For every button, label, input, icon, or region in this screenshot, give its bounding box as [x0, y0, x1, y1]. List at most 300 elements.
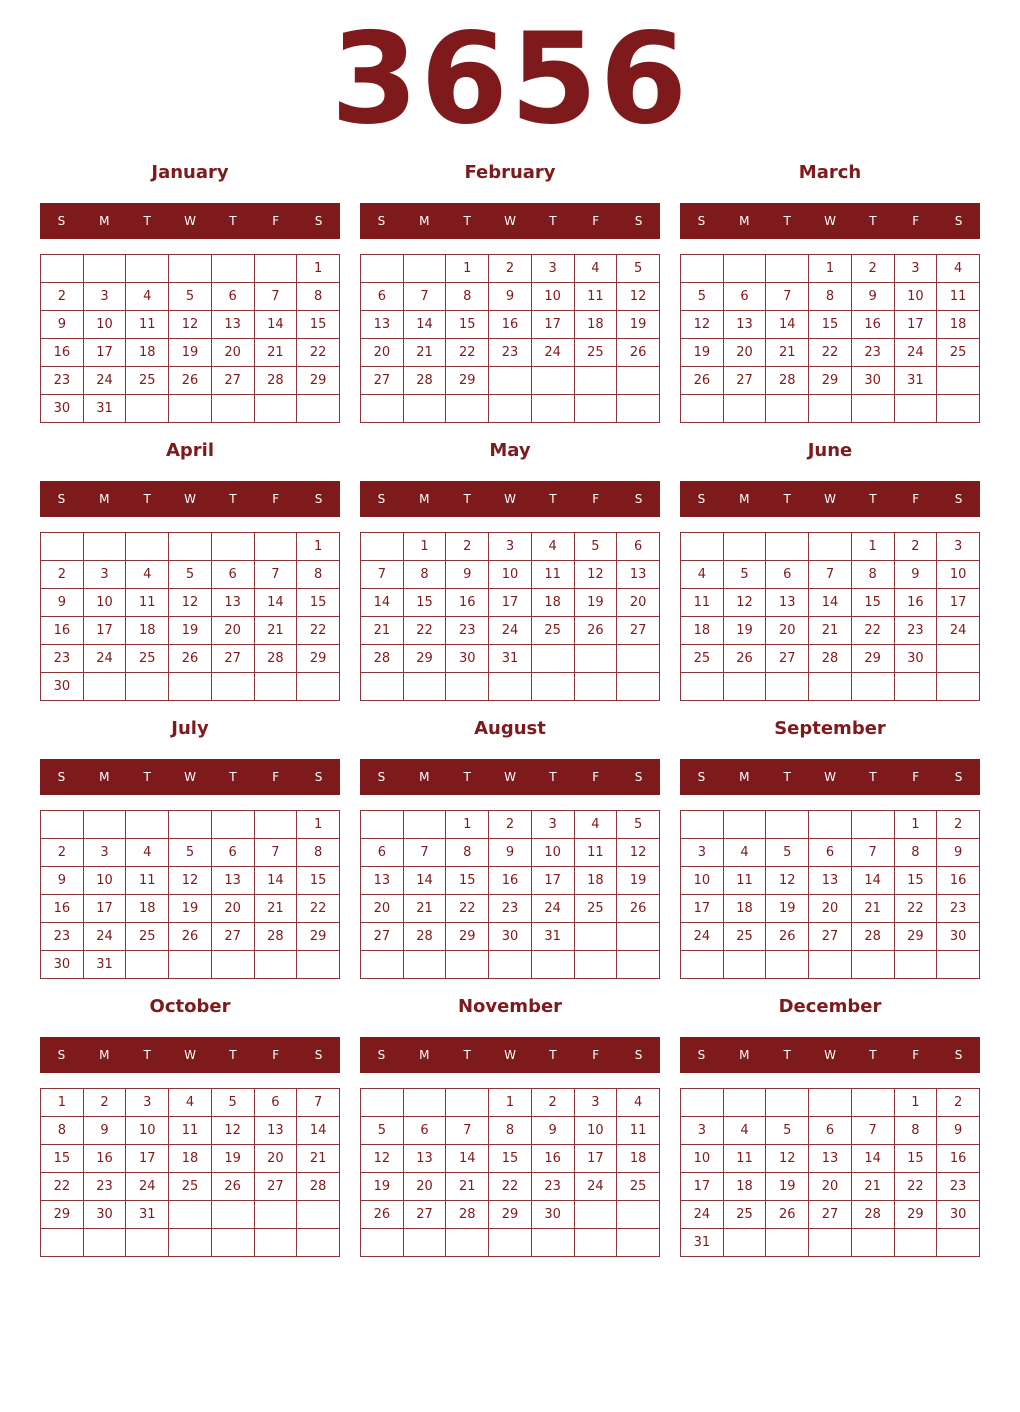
day-cell: 12 [617, 839, 660, 867]
day-cell: 17 [681, 1173, 724, 1201]
empty-day-cell [254, 1201, 297, 1229]
empty-day-cell [403, 1229, 446, 1257]
weekday-label: T [229, 770, 237, 784]
empty-day-cell [41, 811, 84, 839]
day-cell: 13 [617, 561, 660, 589]
day-cell: 7 [297, 1089, 340, 1117]
weekday-label: S [57, 770, 66, 784]
week-row [41, 533, 340, 561]
day-cell: 23 [489, 339, 532, 367]
month-name: November [457, 996, 563, 1017]
day-cell: 27 [403, 1201, 446, 1229]
empty-day-cell [937, 395, 980, 423]
empty-day-cell [574, 367, 617, 395]
month-april [40, 440, 340, 694]
day-cell: 23 [489, 895, 532, 923]
day-cell: 18 [126, 617, 169, 645]
day-cell: 30 [41, 395, 84, 423]
day-cell: 12 [211, 1117, 254, 1145]
day-cell: 7 [851, 839, 894, 867]
day-cell: 4 [681, 561, 724, 589]
week-row [361, 951, 660, 979]
empty-day-cell [809, 395, 852, 423]
week-row [681, 589, 980, 617]
month-name: January [151, 162, 229, 183]
weekday-label: S [634, 492, 643, 506]
week-row [681, 395, 980, 423]
week-row [361, 1145, 660, 1173]
day-cell: 8 [851, 561, 894, 589]
week-row [41, 645, 340, 673]
empty-day-cell [894, 1229, 937, 1257]
weekday-label: M [419, 1048, 430, 1062]
day-cell: 2 [446, 533, 489, 561]
empty-day-cell [574, 395, 617, 423]
day-cell: 18 [169, 1145, 212, 1173]
week-row [361, 895, 660, 923]
empty-day-cell [937, 673, 980, 701]
week-row [681, 311, 980, 339]
empty-day-cell [574, 923, 617, 951]
empty-day-cell [937, 367, 980, 395]
day-cell: 16 [489, 311, 532, 339]
day-cell: 18 [574, 867, 617, 895]
weekday-label: W [184, 492, 196, 506]
day-cell: 15 [297, 589, 340, 617]
day-cell: 10 [531, 839, 574, 867]
empty-day-cell [361, 1229, 404, 1257]
day-cell: 15 [809, 311, 852, 339]
empty-day-cell [851, 395, 894, 423]
day-cell: 18 [681, 617, 724, 645]
day-cell: 9 [446, 561, 489, 589]
day-cell: 1 [894, 1089, 937, 1117]
week-row [41, 951, 340, 979]
day-cell: 9 [41, 867, 84, 895]
day-cell: 22 [297, 895, 340, 923]
week-row [681, 255, 980, 283]
day-cell: 1 [297, 533, 340, 561]
day-cell: 3 [83, 561, 126, 589]
day-cell: 5 [766, 839, 809, 867]
weekday-label: M [99, 770, 110, 784]
day-cell: 6 [254, 1089, 297, 1117]
day-cell: 3 [489, 533, 532, 561]
day-cell: 30 [851, 367, 894, 395]
day-cell: 21 [766, 339, 809, 367]
week-row [681, 1173, 980, 1201]
day-cell: 24 [894, 339, 937, 367]
day-cell: 29 [446, 367, 489, 395]
day-cell: 30 [446, 645, 489, 673]
day-cell: 29 [894, 1201, 937, 1229]
empty-day-cell [766, 1089, 809, 1117]
day-cell: 11 [723, 867, 766, 895]
day-cell: 7 [403, 839, 446, 867]
empty-day-cell [169, 395, 212, 423]
day-cell: 5 [574, 533, 617, 561]
empty-day-cell [297, 1201, 340, 1229]
day-grid [40, 254, 340, 423]
day-cell: 29 [489, 1201, 532, 1229]
week-row [681, 617, 980, 645]
empty-day-cell [126, 533, 169, 561]
day-cell: 2 [83, 1089, 126, 1117]
day-cell: 11 [574, 283, 617, 311]
week-row [361, 923, 660, 951]
day-cell: 10 [83, 311, 126, 339]
weekday-label: W [824, 1048, 836, 1062]
day-cell: 8 [894, 1117, 937, 1145]
day-cell: 21 [297, 1145, 340, 1173]
empty-day-cell [254, 533, 297, 561]
day-grid [360, 810, 660, 979]
day-cell: 1 [41, 1089, 84, 1117]
day-cell: 14 [446, 1145, 489, 1173]
day-cell: 15 [41, 1145, 84, 1173]
day-cell: 10 [531, 283, 574, 311]
day-cell: 15 [297, 867, 340, 895]
day-cell: 22 [41, 1173, 84, 1201]
empty-day-cell [254, 255, 297, 283]
day-cell: 23 [83, 1173, 126, 1201]
weekday-header [40, 481, 340, 517]
day-cell: 19 [169, 617, 212, 645]
day-cell: 26 [617, 339, 660, 367]
day-cell: 19 [766, 1173, 809, 1201]
day-cell: 6 [809, 839, 852, 867]
empty-day-cell [723, 395, 766, 423]
day-cell: 1 [894, 811, 937, 839]
day-cell: 23 [41, 367, 84, 395]
empty-day-cell [126, 811, 169, 839]
weekday-label: W [504, 770, 516, 784]
day-grid [360, 254, 660, 423]
week-row [41, 1145, 340, 1173]
weekday-label: T [143, 770, 151, 784]
day-cell: 17 [83, 339, 126, 367]
day-cell: 3 [574, 1089, 617, 1117]
day-cell: 30 [531, 1201, 574, 1229]
day-cell: 6 [809, 1117, 852, 1145]
day-cell: 20 [723, 339, 766, 367]
empty-day-cell [254, 1229, 297, 1257]
day-cell: 7 [254, 283, 297, 311]
day-cell: 3 [894, 255, 937, 283]
day-cell: 10 [681, 867, 724, 895]
empty-day-cell [83, 673, 126, 701]
empty-day-cell [723, 533, 766, 561]
day-cell: 2 [41, 283, 84, 311]
day-cell: 13 [254, 1117, 297, 1145]
day-cell: 5 [766, 1117, 809, 1145]
day-cell: 19 [169, 339, 212, 367]
day-grid [40, 1088, 340, 1257]
weekday-label: T [463, 492, 471, 506]
day-cell: 31 [126, 1201, 169, 1229]
week-row [361, 645, 660, 673]
weekday-label: T [869, 1048, 877, 1062]
day-cell: 22 [809, 339, 852, 367]
weekday-label: T [463, 770, 471, 784]
weekday-label: F [272, 1048, 280, 1062]
weekday-label: T [143, 1048, 151, 1062]
day-cell: 27 [361, 923, 404, 951]
empty-day-cell [766, 951, 809, 979]
day-cell: 12 [169, 589, 212, 617]
day-cell: 30 [937, 923, 980, 951]
day-cell: 27 [809, 1201, 852, 1229]
day-cell: 20 [809, 1173, 852, 1201]
day-cell: 15 [446, 867, 489, 895]
empty-day-cell [446, 395, 489, 423]
day-cell: 15 [403, 589, 446, 617]
day-cell: 1 [297, 255, 340, 283]
day-cell: 4 [169, 1089, 212, 1117]
day-cell: 4 [126, 283, 169, 311]
weekday-label: T [143, 214, 151, 228]
empty-day-cell [211, 951, 254, 979]
empty-day-cell [681, 673, 724, 701]
day-cell: 5 [169, 283, 212, 311]
empty-day-cell [489, 673, 532, 701]
day-cell: 19 [361, 1173, 404, 1201]
empty-day-cell [489, 395, 532, 423]
day-grid [40, 810, 340, 979]
empty-day-cell [211, 811, 254, 839]
empty-day-cell [211, 533, 254, 561]
day-cell: 1 [489, 1089, 532, 1117]
day-cell: 24 [83, 923, 126, 951]
day-cell: 18 [126, 895, 169, 923]
day-cell: 22 [446, 339, 489, 367]
empty-day-cell [361, 533, 404, 561]
empty-day-cell [169, 1201, 212, 1229]
empty-day-cell [723, 1229, 766, 1257]
empty-day-cell [446, 673, 489, 701]
weekday-header [40, 759, 340, 795]
weekday-label: T [229, 492, 237, 506]
day-cell: 11 [531, 561, 574, 589]
empty-day-cell [361, 395, 404, 423]
day-cell: 28 [403, 923, 446, 951]
empty-day-cell [403, 673, 446, 701]
week-row [361, 1089, 660, 1117]
weekday-label: T [783, 770, 791, 784]
day-cell: 16 [41, 617, 84, 645]
day-cell: 7 [851, 1117, 894, 1145]
empty-day-cell [766, 673, 809, 701]
empty-day-cell [531, 395, 574, 423]
day-cell: 17 [83, 895, 126, 923]
day-cell: 12 [169, 311, 212, 339]
empty-day-cell [446, 1089, 489, 1117]
week-row [681, 951, 980, 979]
day-cell: 3 [126, 1089, 169, 1117]
month-name: September [774, 718, 886, 739]
empty-day-cell [211, 255, 254, 283]
day-cell: 12 [617, 283, 660, 311]
day-cell: 2 [489, 255, 532, 283]
empty-day-cell [937, 1229, 980, 1257]
week-row [681, 367, 980, 395]
empty-day-cell [361, 673, 404, 701]
weekday-label: F [592, 770, 600, 784]
day-cell: 26 [723, 645, 766, 673]
empty-day-cell [574, 645, 617, 673]
empty-day-cell [617, 951, 660, 979]
empty-day-cell [254, 951, 297, 979]
day-cell: 14 [254, 867, 297, 895]
weekday-label: T [869, 214, 877, 228]
empty-day-cell [297, 673, 340, 701]
week-row [681, 283, 980, 311]
week-row [41, 395, 340, 423]
weekday-label: S [697, 1048, 706, 1062]
day-cell: 27 [809, 923, 852, 951]
empty-day-cell [937, 951, 980, 979]
week-row [361, 283, 660, 311]
weekday-header [360, 1037, 660, 1073]
day-cell: 11 [126, 867, 169, 895]
empty-day-cell [681, 255, 724, 283]
month-name: May [489, 440, 531, 461]
weekday-label: S [314, 770, 323, 784]
weekday-label: S [954, 770, 963, 784]
day-cell: 11 [126, 589, 169, 617]
month-name: July [171, 718, 209, 739]
empty-day-cell [851, 1089, 894, 1117]
day-cell: 20 [361, 339, 404, 367]
weekday-label: F [272, 492, 280, 506]
weekday-label: T [549, 1048, 557, 1062]
day-cell: 19 [574, 589, 617, 617]
weekday-label: W [824, 770, 836, 784]
day-cell: 26 [169, 645, 212, 673]
weekday-label: T [783, 214, 791, 228]
day-cell: 16 [83, 1145, 126, 1173]
weekday-label: F [912, 1048, 920, 1062]
day-cell: 24 [681, 923, 724, 951]
week-row [41, 1117, 340, 1145]
day-cell: 9 [83, 1117, 126, 1145]
day-cell: 10 [489, 561, 532, 589]
day-cell: 9 [851, 283, 894, 311]
day-cell: 15 [297, 311, 340, 339]
day-cell: 18 [617, 1145, 660, 1173]
day-cell: 19 [681, 339, 724, 367]
week-row [41, 811, 340, 839]
day-cell: 10 [126, 1117, 169, 1145]
day-cell: 27 [254, 1173, 297, 1201]
day-cell: 7 [446, 1117, 489, 1145]
day-cell: 14 [851, 1145, 894, 1173]
empty-day-cell [254, 673, 297, 701]
day-cell: 19 [169, 895, 212, 923]
weekday-label: S [634, 214, 643, 228]
month-november [360, 996, 660, 1222]
day-cell: 20 [211, 617, 254, 645]
day-cell: 25 [126, 367, 169, 395]
day-cell: 29 [851, 645, 894, 673]
empty-day-cell [297, 1229, 340, 1257]
day-cell: 13 [403, 1145, 446, 1173]
day-cell: 1 [851, 533, 894, 561]
day-cell: 11 [169, 1117, 212, 1145]
day-cell: 29 [446, 923, 489, 951]
empty-day-cell [169, 673, 212, 701]
empty-day-cell [809, 811, 852, 839]
week-row [41, 311, 340, 339]
day-cell: 14 [809, 589, 852, 617]
empty-day-cell [403, 1089, 446, 1117]
empty-day-cell [723, 255, 766, 283]
day-cell: 5 [723, 561, 766, 589]
empty-day-cell [681, 1089, 724, 1117]
empty-day-cell [574, 673, 617, 701]
empty-day-cell [403, 255, 446, 283]
day-cell: 14 [403, 867, 446, 895]
week-row [361, 1117, 660, 1145]
day-cell: 12 [574, 561, 617, 589]
day-cell: 25 [126, 645, 169, 673]
weekday-label: S [314, 214, 323, 228]
week-row [681, 673, 980, 701]
empty-day-cell [403, 951, 446, 979]
day-cell: 13 [809, 1145, 852, 1173]
empty-day-cell [489, 1229, 532, 1257]
day-cell: 17 [531, 867, 574, 895]
day-cell: 16 [894, 589, 937, 617]
empty-day-cell [254, 395, 297, 423]
week-row [41, 339, 340, 367]
day-cell: 15 [851, 589, 894, 617]
empty-day-cell [574, 951, 617, 979]
day-cell: 24 [681, 1201, 724, 1229]
day-cell: 2 [937, 811, 980, 839]
day-cell: 10 [937, 561, 980, 589]
weekday-label: W [504, 1048, 516, 1062]
day-cell: 1 [403, 533, 446, 561]
empty-day-cell [254, 811, 297, 839]
day-cell: 11 [126, 311, 169, 339]
day-cell: 14 [254, 589, 297, 617]
day-cell: 13 [809, 867, 852, 895]
day-cell: 30 [937, 1201, 980, 1229]
day-cell: 8 [297, 283, 340, 311]
weekday-label: F [592, 492, 600, 506]
day-cell: 20 [766, 617, 809, 645]
week-row [41, 1089, 340, 1117]
day-cell: 2 [41, 561, 84, 589]
day-cell: 28 [851, 923, 894, 951]
day-cell: 17 [489, 589, 532, 617]
day-cell: 12 [766, 867, 809, 895]
week-row [361, 1229, 660, 1257]
day-cell: 27 [723, 367, 766, 395]
week-row [361, 811, 660, 839]
day-cell: 1 [446, 255, 489, 283]
day-cell: 2 [531, 1089, 574, 1117]
empty-day-cell [851, 951, 894, 979]
day-cell: 17 [126, 1145, 169, 1173]
day-cell: 17 [894, 311, 937, 339]
day-cell: 27 [361, 367, 404, 395]
week-row [681, 867, 980, 895]
week-row [361, 395, 660, 423]
weekday-label: T [143, 492, 151, 506]
week-row [681, 923, 980, 951]
